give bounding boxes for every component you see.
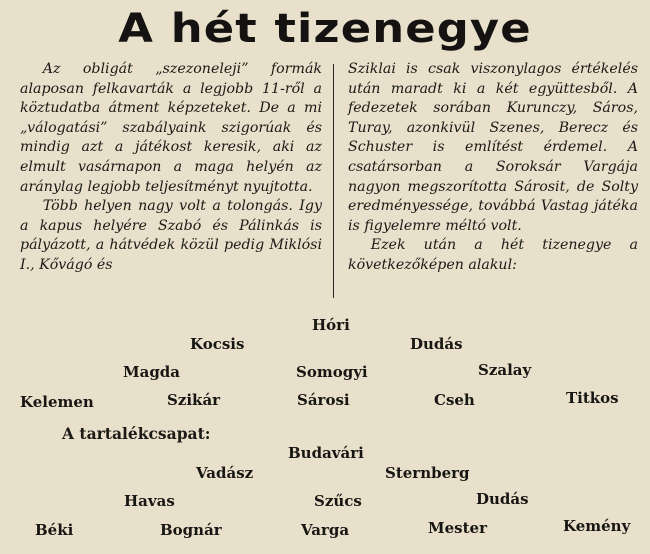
forward-name: Cseh	[434, 391, 475, 409]
forward-name: Szikár	[167, 391, 221, 409]
paragraph: Az obligát „szezoneleji” formák alaposan felkavarták a legjobb 11-ről a köztudatba átment képzeteket. De a mi „válogatási” szabályaink szigorúak és mindig azt a játékost keresik, aki az elmult vasárnapon a maga helyén az aránylag legjobb teljesítményt nyujtotta.	[20, 61, 322, 195]
forward-name: Bognár	[160, 521, 222, 539]
forward-name: Sárosi	[297, 391, 350, 409]
back-name: Vadász	[196, 464, 254, 482]
paragraph: Sziklai is csak viszonylagos értékelés után maradt ki a két együttesből. A fedezetek sorában Kurunczy, Sáros, Turay, azonkivül Szenes, Berecz és Schuster is említést érdemel. A csatársorban a Soroksár Vargája nagyon megszorította Sárosit, de Solty eredményessége, továbbá Vastag játéka is figyelemre méltó volt.	[348, 61, 638, 234]
goalkeeper-name: Hóri	[312, 316, 350, 334]
paragraph: Ezek után a hét tizenegye a következőképen alakul:	[348, 237, 638, 273]
reserve-heading: A tartalékcsapat:	[62, 424, 211, 443]
half-name: Havas	[124, 492, 175, 510]
paragraph: Több helyen nagy volt a tolongás. Igy a kapus helyére Szabó és Pálinkás is pályázott, a hátvédek közül pedig Miklósi I., Kővágó és	[20, 198, 322, 273]
forward-name: Kemény	[563, 517, 631, 535]
left-column	[20, 60, 322, 276]
back-name: Kocsis	[190, 335, 245, 353]
forward-name: Varga	[301, 521, 350, 539]
goalkeeper-name: Budavári	[288, 444, 364, 462]
article-headline: A hét tizenegye	[118, 6, 532, 52]
forward-name: Mester	[428, 519, 487, 537]
forward-name: Titkos	[566, 389, 619, 407]
half-name: Szűcs	[314, 492, 362, 510]
column-divider	[333, 64, 334, 298]
half-name: Szalay	[478, 361, 532, 379]
forward-name: Kelemen	[20, 393, 94, 411]
right-column	[348, 60, 638, 276]
half-name: Dudás	[476, 490, 529, 508]
back-name: Dudás	[410, 335, 463, 353]
back-name: Sternberg	[385, 464, 470, 482]
half-name: Somogyi	[296, 363, 368, 381]
half-name: Magda	[123, 363, 181, 381]
forward-name: Béki	[35, 521, 74, 539]
